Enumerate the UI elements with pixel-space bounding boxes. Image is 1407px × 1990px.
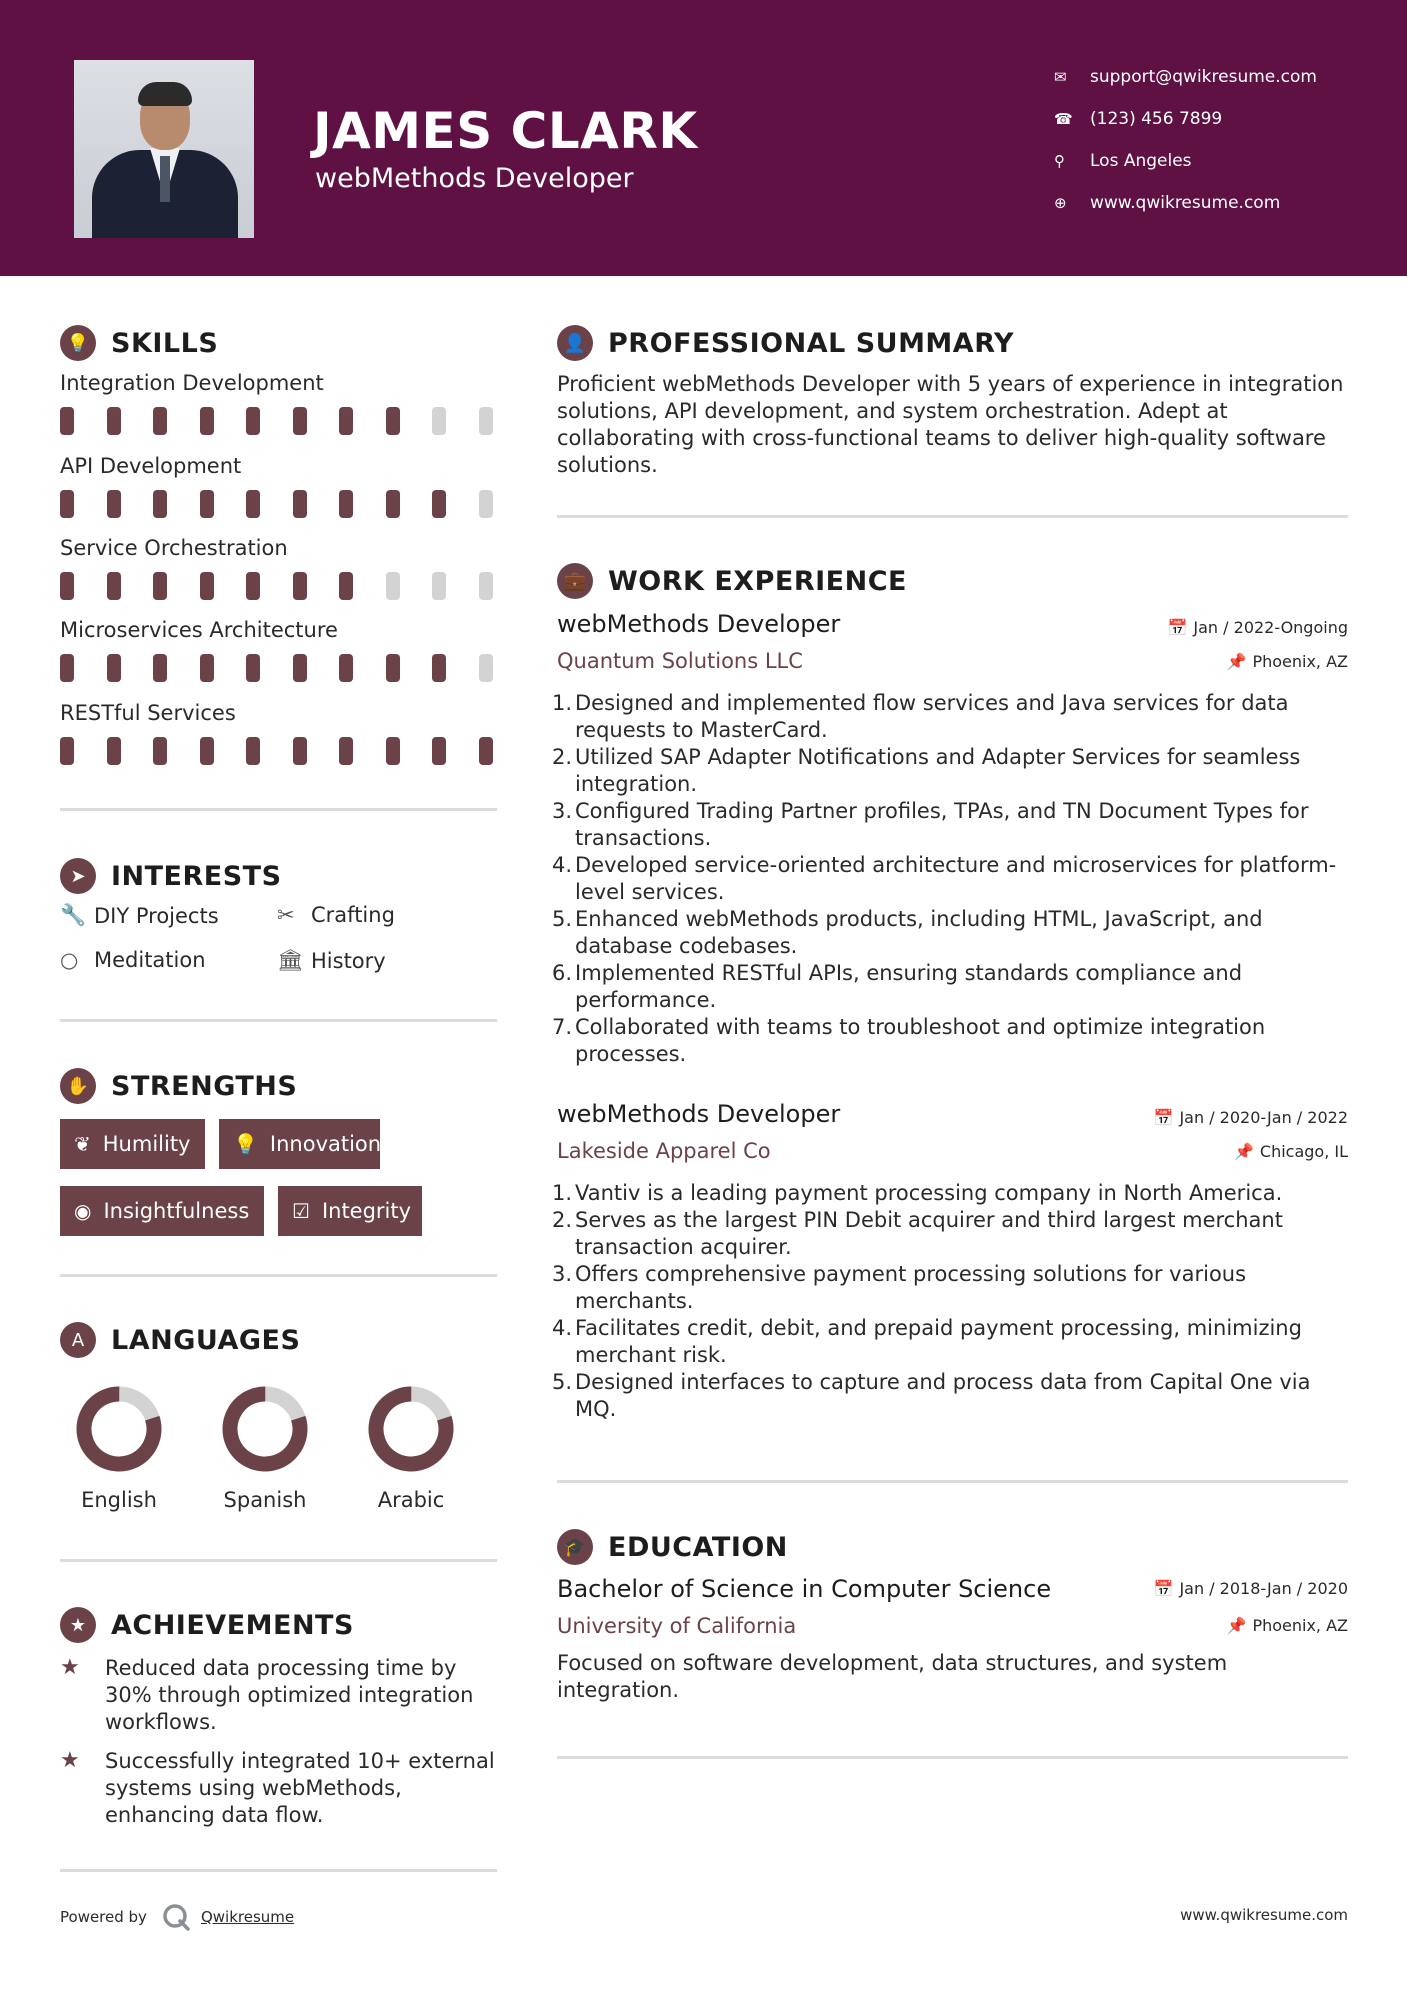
language-name: Spanish [223, 1488, 307, 1512]
scissors-icon: ✂ [277, 903, 295, 927]
list-item: 1. Designed and implemented flow services and Java services for data requests to MasterCard. [552, 691, 1289, 742]
skill-pill-filled [60, 572, 74, 600]
achievement-text: Reduced data processing time by 30% through optimized integration workflows. [105, 1656, 474, 1734]
interest-item [277, 903, 395, 927]
job-location: 📌 Chicago, IL [1233, 1142, 1348, 1161]
skill-pill-filled [153, 490, 167, 518]
interest-label: History [311, 948, 386, 973]
globe-icon: ⊕ [1054, 194, 1067, 212]
pin-icon: 📌 [1226, 1616, 1247, 1635]
strength-badge [278, 1186, 422, 1236]
skill-pill-filled [386, 737, 400, 765]
skill-pill-filled [386, 654, 400, 682]
language-name: Arabic [377, 1488, 445, 1512]
skill-pill-filled [153, 407, 167, 435]
degree-title: Bachelor of Science in Computer Science [557, 1575, 1052, 1603]
contact-email-text: support@qwikresume.com [1090, 67, 1317, 87]
strength-badge [219, 1119, 380, 1169]
divider [60, 1869, 497, 1872]
circle-icon: ○ [60, 948, 79, 972]
language-donut-fill [221, 1385, 309, 1473]
experience-heading-label: WORK EXPERIENCE [608, 565, 907, 597]
star-icon: ★ [60, 1607, 96, 1643]
education-text: Focused on software development, data structures, and system integration. [557, 1651, 1228, 1702]
skill-pill-filled [479, 737, 493, 765]
list-item: 3. Configured Trading Partner profiles, TPAs, and TN Document Types for transactions. [552, 799, 1309, 850]
skill-pill-filled [246, 572, 260, 600]
list-item: 4. Facilitates credit, debit, and prepaid payment processing, minimizing merchant risk. [552, 1316, 1302, 1367]
education-location: 📌 Phoenix, AZ [1226, 1616, 1348, 1635]
contact-list [1054, 56, 1317, 224]
skill-pill-empty [479, 490, 493, 518]
skill-name: Microservices Architecture [60, 618, 338, 642]
interest-item [60, 903, 219, 928]
skill-pill-filled [293, 407, 307, 435]
skill-name: Service Orchestration [60, 536, 288, 560]
interests-heading-label: INTERESTS [111, 860, 282, 892]
language-donut [221, 1385, 309, 1473]
divider [557, 515, 1348, 518]
skill-pill-filled [200, 490, 214, 518]
job-title: webMethods Developer [557, 610, 841, 638]
check-square-icon: ☑ [292, 1199, 310, 1223]
star-icon: ★ [60, 1748, 80, 1773]
job-dates: 📅 Jan / 2020-Jan / 2022 [1153, 1108, 1348, 1127]
skill-pill-filled [339, 654, 353, 682]
skill-pill-filled [153, 737, 167, 765]
resume-header [0, 0, 1407, 276]
skill-rating [60, 654, 500, 682]
skill-pill-empty [479, 407, 493, 435]
institution-icon: 🏛 [277, 948, 304, 972]
summary-heading-label: PROFESSIONAL SUMMARY [608, 327, 1015, 359]
language-name: English [81, 1488, 157, 1512]
phone-icon: ☎ [1054, 110, 1073, 128]
powered-by-label: Powered by [60, 1908, 147, 1926]
job-title: webMethods Developer [557, 1100, 841, 1128]
footer-url[interactable]: www.qwikresume.com [1180, 1906, 1348, 1924]
language-donut-fill [367, 1385, 455, 1473]
graduation-cap-icon: 🎓 [557, 1529, 593, 1565]
leaf-icon: ❦ [74, 1132, 91, 1156]
pin-icon: 📌 [1233, 1142, 1254, 1161]
skill-pill-filled [107, 654, 121, 682]
candidate-name: JAMES CLARK [313, 102, 698, 160]
list-item: 6. Implemented RESTful APIs, ensuring standards compliance and performance. [552, 961, 1243, 1012]
strength-badge [60, 1119, 205, 1169]
languages-heading [60, 1322, 300, 1358]
skill-pill-filled [293, 572, 307, 600]
skills-heading [60, 325, 218, 361]
wrench-icon: 🔧 [60, 903, 87, 927]
skill-pill-empty [479, 572, 493, 600]
skill-pill-filled [293, 737, 307, 765]
skill-pill-filled [153, 654, 167, 682]
skill-name: RESTful Services [60, 701, 236, 725]
strengths-heading [60, 1068, 297, 1104]
language-donut [75, 1385, 163, 1473]
skill-pill-filled [107, 737, 121, 765]
divider [60, 1274, 497, 1277]
skills-heading-label: SKILLS [111, 327, 219, 359]
list-item: 3. Offers comprehensive payment processing solutions for various merchants. [552, 1262, 1247, 1313]
skill-rating [60, 407, 500, 435]
skill-pill-filled [200, 654, 214, 682]
skill-pill-filled [339, 407, 353, 435]
list-item: 7. Collaborated with teams to troubleshoot and optimize integration processes. [552, 1015, 1266, 1066]
skill-pill-filled [246, 737, 260, 765]
strength-label: Humility [102, 1132, 191, 1156]
star-icon: ★ [60, 1655, 80, 1680]
skill-pill-filled [153, 572, 167, 600]
strength-label: Integrity [321, 1199, 412, 1223]
calendar-icon: 📅 [1153, 1108, 1174, 1127]
divider [60, 1019, 497, 1022]
skill-rating [60, 490, 500, 518]
skill-pill-filled [60, 737, 74, 765]
lightbulb-icon: 💡 [60, 325, 96, 361]
skill-pill-filled [246, 407, 260, 435]
pin-icon: 📌 [1226, 652, 1247, 671]
candidate-title: webMethods Developer [315, 163, 634, 194]
list-item: 5. Enhanced webMethods products, including HTML, JavaScript, and database codebases. [552, 907, 1263, 958]
achievements-heading [60, 1607, 354, 1643]
skill-pill-empty [479, 654, 493, 682]
map-marker-icon: ⚲ [1054, 152, 1065, 170]
contact-location [1054, 140, 1317, 182]
skill-pill-filled [246, 654, 260, 682]
education-heading [557, 1529, 788, 1565]
calendar-icon: 📅 [1153, 1579, 1174, 1598]
strengths-heading-label: STRENGTHS [111, 1070, 298, 1102]
job-location: 📌 Phoenix, AZ [1226, 652, 1348, 671]
list-item: 2. Utilized SAP Adapter Notifications and Adapter Services for seamless integration. [552, 745, 1301, 796]
experience-heading [557, 563, 907, 599]
skill-rating [60, 737, 500, 765]
job-dates: 📅 Jan / 2022-Ongoing [1167, 618, 1348, 637]
list-item: 1. Vantiv is a leading payment processing company in North America. [552, 1181, 1283, 1205]
skill-pill-filled [60, 654, 74, 682]
language-icon: A [60, 1322, 96, 1358]
contact-email[interactable] [1054, 56, 1317, 98]
interests-heading [60, 858, 282, 894]
languages-heading-label: LANGUAGES [111, 1324, 301, 1356]
profile-photo [74, 60, 254, 238]
education-heading-label: EDUCATION [608, 1531, 788, 1563]
contact-website-text: www.qwikresume.com [1090, 193, 1281, 213]
eye-icon: ◉ [74, 1199, 92, 1223]
skill-name: Integration Development [60, 371, 324, 395]
skill-pill-filled [386, 490, 400, 518]
divider [557, 1480, 1348, 1483]
skill-name: API Development [60, 454, 242, 478]
footer-powered-by [60, 1902, 294, 1932]
skill-pill-empty [432, 572, 446, 600]
skill-pill-filled [200, 407, 214, 435]
skill-pill-filled [107, 407, 121, 435]
envelope-icon: ✉ [1054, 68, 1067, 86]
achievement-item [60, 1655, 500, 1736]
skill-rating [60, 572, 500, 600]
skill-pill-filled [293, 490, 307, 518]
skill-pill-filled [293, 654, 307, 682]
company-name: Lakeside Apparel Co [557, 1139, 771, 1163]
skill-pill-filled [339, 572, 353, 600]
skill-pill-filled [107, 490, 121, 518]
interest-label: Meditation [94, 948, 206, 972]
skill-pill-filled [107, 572, 121, 600]
interest-item [277, 948, 386, 973]
divider [60, 1559, 497, 1562]
skill-pill-filled [60, 490, 74, 518]
interest-item [60, 948, 206, 972]
skill-pill-filled [60, 407, 74, 435]
interest-label: Crafting [311, 903, 395, 927]
skill-pill-filled [432, 737, 446, 765]
language-donut-fill [75, 1385, 163, 1473]
divider [60, 808, 497, 811]
skill-pill-filled [339, 490, 353, 518]
language-donut [367, 1385, 455, 1473]
strength-label: Insightfulness [103, 1199, 250, 1223]
contact-website[interactable] [1054, 182, 1317, 224]
user-icon: 👤 [557, 325, 593, 361]
summary-heading [557, 325, 1014, 361]
divider [557, 1756, 1348, 1759]
achievement-item [60, 1748, 500, 1829]
list-item: 5. Designed interfaces to capture and process data from Capital One via MQ. [552, 1370, 1311, 1421]
qwikresume-logo-icon [161, 1902, 191, 1932]
job-responsibilities [552, 690, 1352, 1068]
skill-pill-filled [386, 407, 400, 435]
school-name: University of California [557, 1614, 797, 1638]
achievement-text: Successfully integrated 10+ external systems using webMethods, enhancing data flow. [105, 1749, 495, 1827]
qwikresume-link[interactable]: Qwikresume [200, 1908, 295, 1926]
skill-pill-empty [386, 572, 400, 600]
contact-phone[interactable] [1054, 98, 1317, 140]
strength-label: Innovation [269, 1132, 382, 1156]
paper-plane-icon: ➤ [60, 858, 96, 894]
contact-phone-text: (123) 456 7899 [1090, 109, 1223, 129]
calendar-icon: 📅 [1167, 618, 1188, 637]
skill-pill-filled [200, 572, 214, 600]
job-responsibilities [552, 1180, 1352, 1423]
skill-pill-filled [246, 490, 260, 518]
skill-pill-filled [339, 737, 353, 765]
summary-text: Proficient webMethods Developer with 5 years of experience in integration solutions, API development, and system orchestration. Adept at collaborating with cross-functional teams to deliver high-quality software solutions. [557, 372, 1344, 477]
lightbulb-icon: 💡 [233, 1132, 258, 1156]
hand-icon: ✋ [60, 1068, 96, 1104]
list-item: 2. Serves as the largest PIN Debit acquirer and third largest merchant transaction acquirer. [552, 1208, 1283, 1259]
education-dates: 📅 Jan / 2018-Jan / 2020 [1153, 1579, 1348, 1598]
contact-location-text: Los Angeles [1090, 151, 1192, 171]
list-item: 4. Developed service-oriented architecture and microservices for platform-level services. [552, 853, 1337, 904]
skill-pill-filled [200, 737, 214, 765]
company-name: Quantum Solutions LLC [557, 649, 803, 673]
achievements-heading-label: ACHIEVEMENTS [111, 1609, 354, 1641]
skill-pill-empty [432, 407, 446, 435]
interest-label: DIY Projects [94, 903, 219, 928]
skill-pill-filled [432, 490, 446, 518]
skill-pill-filled [432, 654, 446, 682]
strength-badge [60, 1186, 264, 1236]
briefcase-icon: 💼 [557, 563, 593, 599]
